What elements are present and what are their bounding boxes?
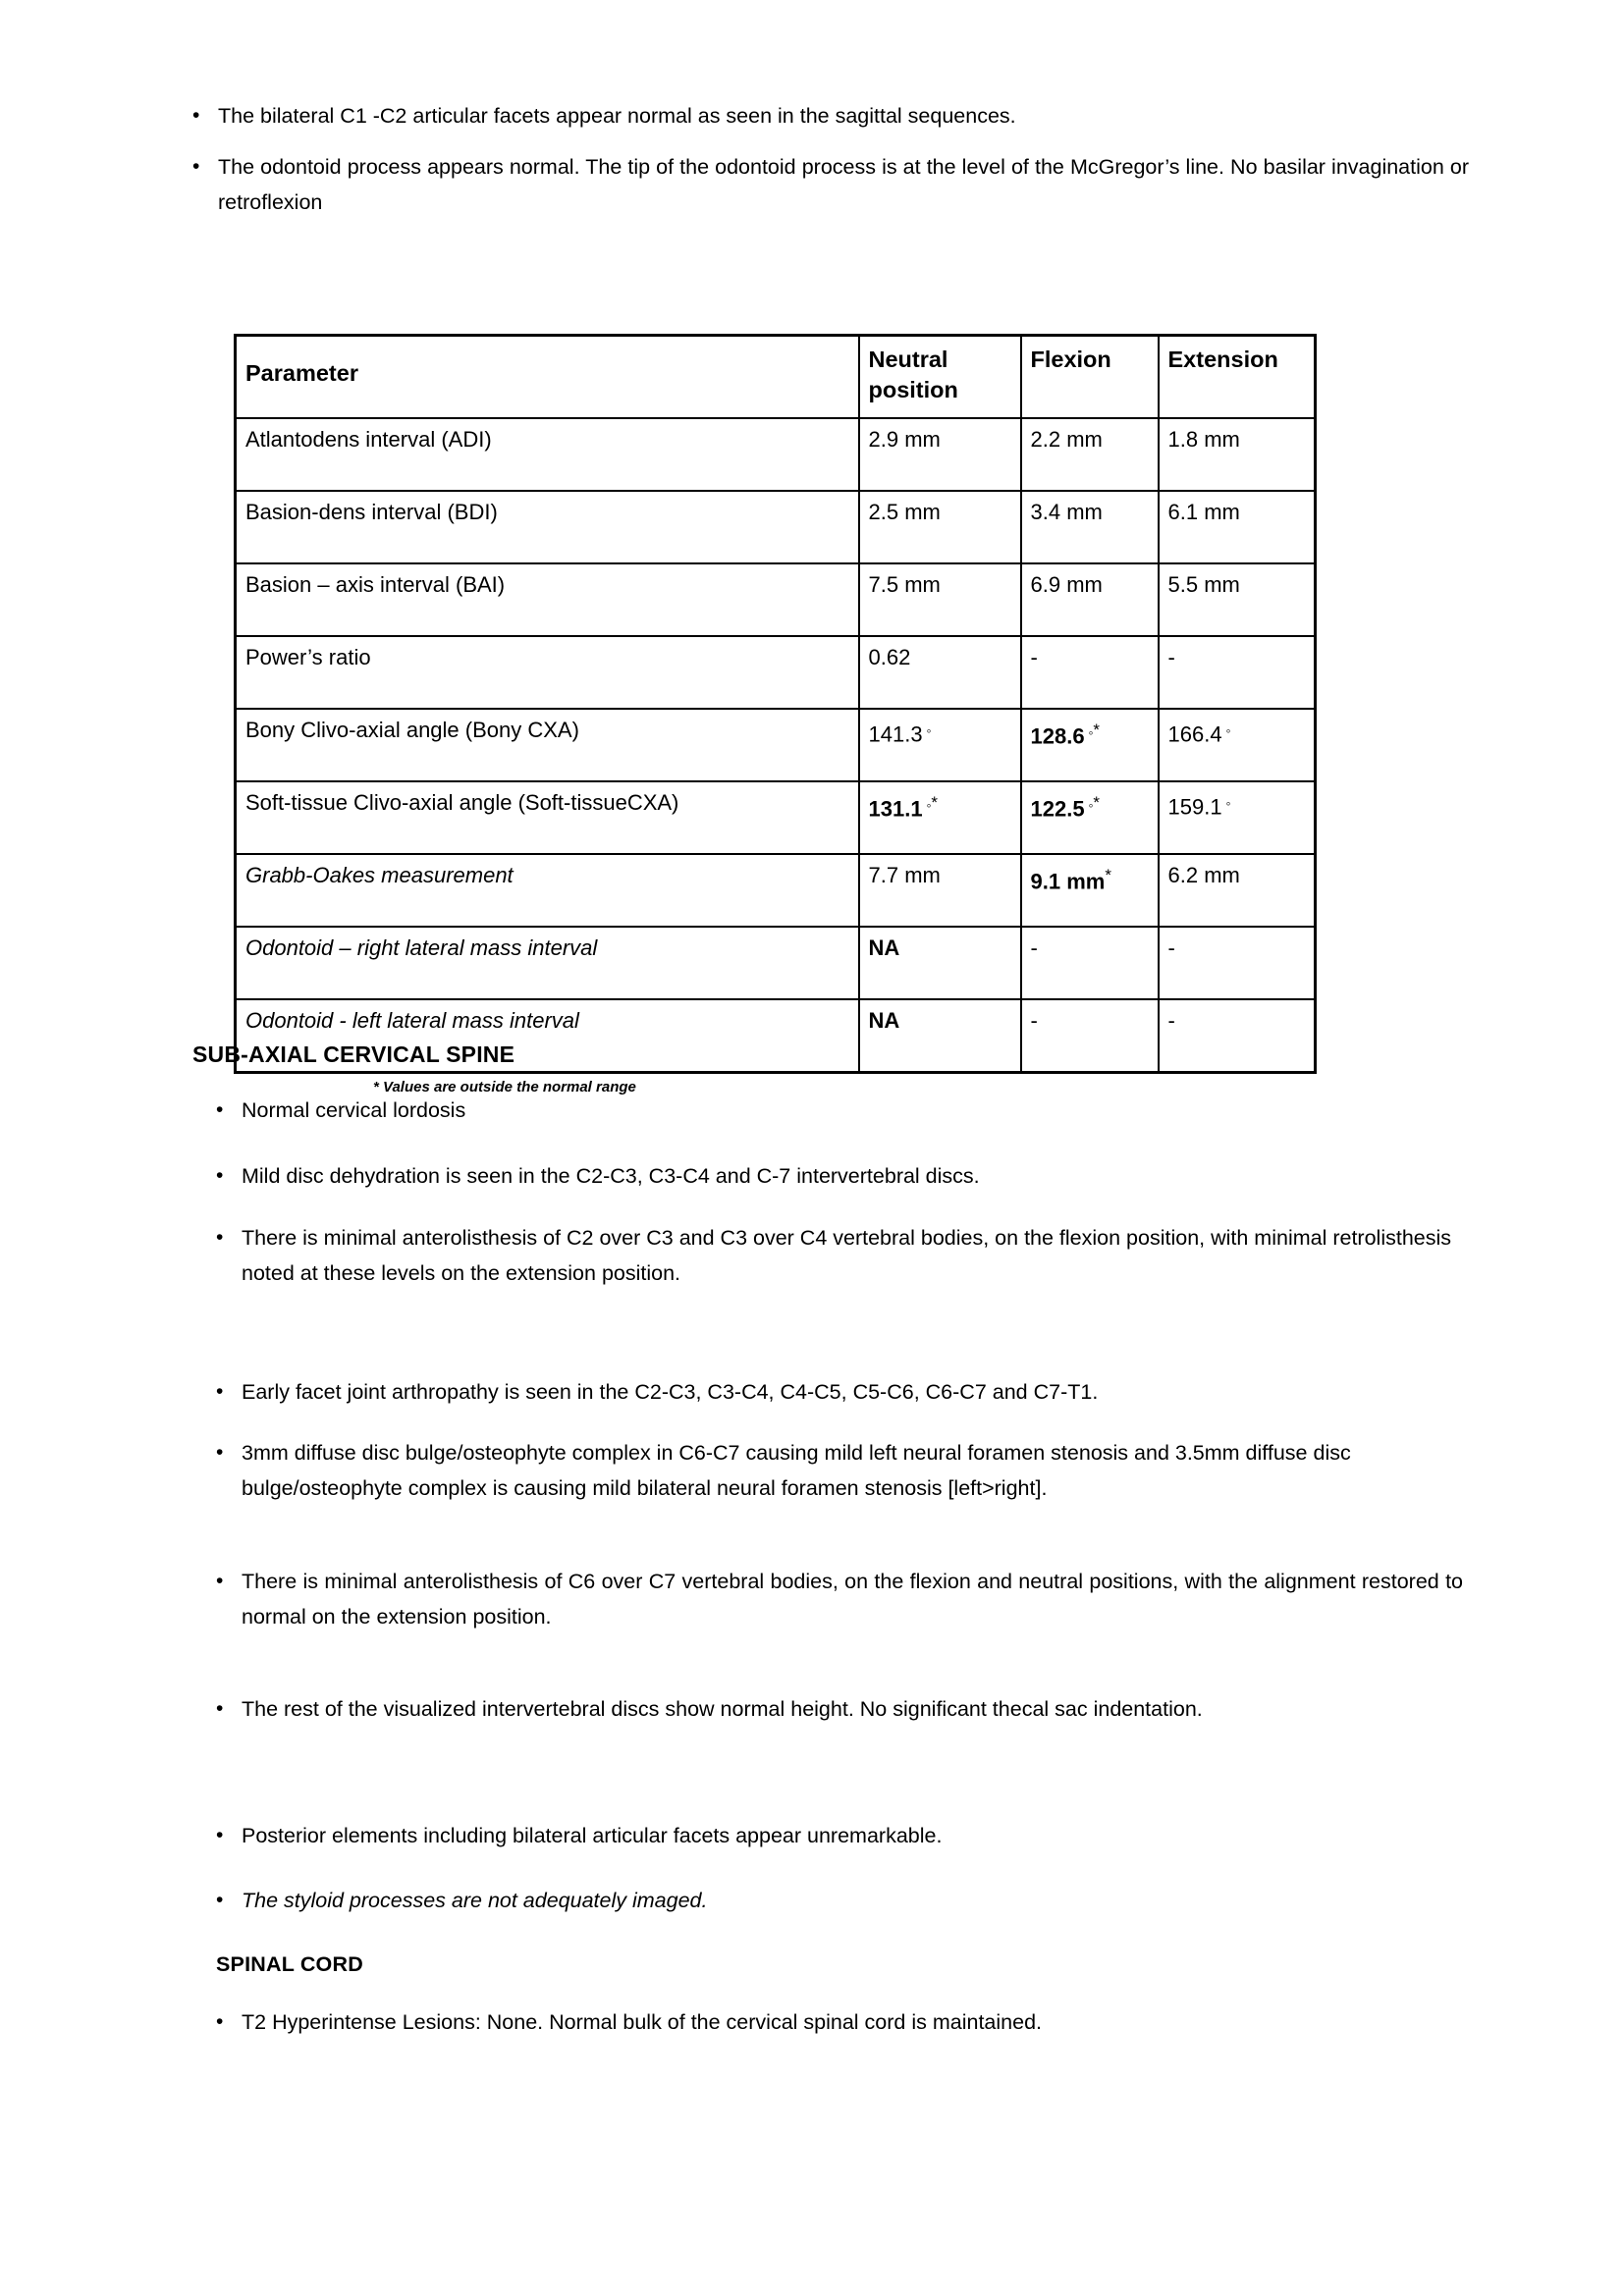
asterisk-marker: * (931, 793, 939, 812)
list-item (216, 1564, 1463, 1634)
table-row (236, 781, 1316, 854)
bullet-text-t2-hyperintense-lesions: T2 Hyperintense Lesions: None. Normal bulk of the cervical spinal cord is maintained. (242, 2010, 1043, 2034)
table-row (236, 418, 1316, 491)
neutral-value: 141.3 ◦ (859, 709, 1021, 781)
bullet-text-anterolisthesis-c6-c7: There is minimal anterolisthesis of C6 over C7 vertebral bodies, on the flexion and neutral positions, with the alignment restored to normal on the extension position. (242, 1570, 1463, 1629)
bullet-text-remaining-discs: The rest of the visualized intervertebral discs show normal height. No significant thecal sac indentation. (242, 1697, 1203, 1721)
asterisk-marker: * (1093, 793, 1101, 812)
neutral-value: 7.5 mm (859, 563, 1021, 636)
parameter-label: Basion-dens interval (BDI) (236, 491, 859, 563)
table-row (236, 854, 1316, 927)
neutral-value: 7.7 mm (859, 854, 1021, 927)
extension-value: - (1159, 999, 1316, 1073)
flexion-value: 2.2 mm (1021, 418, 1159, 491)
measurements-table-wrapper (234, 334, 1314, 1097)
extension-value: 5.5 mm (1159, 563, 1316, 636)
list-item (216, 2004, 1463, 2040)
bullet-text-posterior-elements: Posterior elements including bilateral articular facets appear unremarkable. (242, 1824, 943, 1847)
bullet-icon: • (192, 104, 200, 127)
bullet-text-styloid-processes: The styloid processes are not adequately imaged. (242, 1889, 708, 1912)
bullet-text-normal-lordosis: Normal cervical lordosis (242, 1098, 466, 1122)
neutral-value: 2.9 mm (859, 418, 1021, 491)
neutral-value: 131.1 ◦* (859, 781, 1021, 854)
parameter-label: Odontoid - left lateral mass interval (236, 999, 859, 1073)
neutral-value: NA (859, 999, 1021, 1073)
bullet-icon: • (216, 1164, 224, 1187)
list-item (216, 1093, 1463, 1128)
flexion-value: - (1021, 927, 1159, 999)
extension-value: 159.1 ◦ (1159, 781, 1316, 854)
degree-icon: ◦ (1084, 724, 1094, 741)
column-header-parameter: Parameter (236, 336, 859, 419)
list-item (216, 1374, 1463, 1410)
bullet-icon: • (192, 155, 200, 178)
bullet-icon: • (216, 1824, 224, 1846)
flexion-value: 6.9 mm (1021, 563, 1159, 636)
list-item (216, 1435, 1463, 1506)
parameter-label: Soft-tissue Clivo-axial angle (Soft-tissueCXA) (236, 781, 859, 854)
bullet-icon: • (216, 1441, 224, 1464)
list-item (216, 1158, 1463, 1194)
list-item (192, 149, 1469, 220)
extension-value: 166.4 ◦ (1159, 709, 1316, 781)
table-footnote: * Values are outside the normal range (373, 1079, 636, 1095)
column-header-flexion: Flexion (1021, 336, 1159, 419)
degree-icon: ◦ (922, 722, 932, 738)
parameter-label: Bony Clivo-axial angle (Bony CXA) (236, 709, 859, 781)
bullet-icon: • (216, 1098, 224, 1121)
parameter-label: Odontoid – right lateral mass interval (236, 927, 859, 999)
bullet-text-odontoid-process: The odontoid process appears normal. The tip of the odontoid process is at the level of the McGregor’s line. No basilar invagination or retroflexion (218, 155, 1469, 214)
bullet-icon: • (216, 1697, 224, 1720)
table-row (236, 491, 1316, 563)
bullet-text-disc-bulge-c6-c7: 3mm diffuse disc bulge/osteophyte complex in C6-C7 causing mild left neural foramen stenosis and 3.5mm diffuse disc bulge/osteophyte complex is causing mild bilateral neural foramen stenosis [left>right]. (242, 1441, 1351, 1500)
degree-icon: ◦ (1221, 795, 1231, 811)
neutral-value: NA (859, 927, 1021, 999)
parameter-label: Power’s ratio (236, 636, 859, 709)
table-row (236, 636, 1316, 709)
bullet-icon: • (216, 1570, 224, 1592)
neutral-value: 2.5 mm (859, 491, 1021, 563)
table-header-row (236, 336, 1316, 419)
section-heading-sub-axial-cervical-spine: SUB-AXIAL CERVICAL SPINE (192, 1041, 515, 1067)
bullet-text-c1-c2-facets: The bilateral C1 -C2 articular facets appear normal as seen in the sagittal sequences. (218, 104, 1016, 128)
degree-icon: ◦ (922, 797, 932, 814)
bullet-icon: • (216, 1226, 224, 1249)
table-row (236, 709, 1316, 781)
bullet-icon: • (216, 1380, 224, 1403)
asterisk-marker: * (1105, 866, 1111, 884)
bullet-text-anterolisthesis-c2-c4: There is minimal anterolisthesis of C2 over C3 and C3 over C4 vertebral bodies, on the flexion position, with minimal retrolisthesis noted at these levels on the extension position. (242, 1226, 1452, 1285)
flexion-value: 9.1 mm* (1021, 854, 1159, 927)
measurements-table (234, 334, 1317, 1074)
flexion-value: 3.4 mm (1021, 491, 1159, 563)
column-header-neutral: Neutral position (859, 336, 1021, 419)
list-item (216, 1883, 1463, 1918)
list-item (216, 1818, 1463, 1853)
bullet-icon: • (216, 2010, 224, 2033)
section-heading-spinal-cord: SPINAL CORD (216, 1952, 363, 1976)
degree-icon: ◦ (1221, 722, 1231, 738)
neutral-value: 0.62 (859, 636, 1021, 709)
table-row (236, 927, 1316, 999)
bullet-icon: • (216, 1889, 224, 1911)
list-item (216, 1691, 1463, 1727)
bullet-text-disc-dehydration: Mild disc dehydration is seen in the C2-C3, C3-C4 and C-7 intervertebral discs. (242, 1164, 980, 1188)
asterisk-marker: * (1093, 721, 1101, 739)
extension-value: 1.8 mm (1159, 418, 1316, 491)
flexion-value: - (1021, 999, 1159, 1073)
extension-value: - (1159, 927, 1316, 999)
extension-value: 6.2 mm (1159, 854, 1316, 927)
list-item (192, 98, 1469, 133)
flexion-value: 122.5 ◦* (1021, 781, 1159, 854)
parameter-label: Basion – axis interval (BAI) (236, 563, 859, 636)
degree-icon: ◦ (1084, 797, 1094, 814)
column-header-extension: Extension (1159, 336, 1316, 419)
parameter-label: Grabb-Oakes measurement (236, 854, 859, 927)
list-item (216, 1220, 1463, 1291)
flexion-value: - (1021, 636, 1159, 709)
extension-value: 6.1 mm (1159, 491, 1316, 563)
bullet-text-facet-arthropathy: Early facet joint arthropathy is seen in the C2-C3, C3-C4, C4-C5, C5-C6, C6-C7 and C7-T1. (242, 1380, 1099, 1404)
flexion-value: 128.6 ◦* (1021, 709, 1159, 781)
table-row (236, 563, 1316, 636)
parameter-label: Atlantodens interval (ADI) (236, 418, 859, 491)
extension-value: - (1159, 636, 1316, 709)
